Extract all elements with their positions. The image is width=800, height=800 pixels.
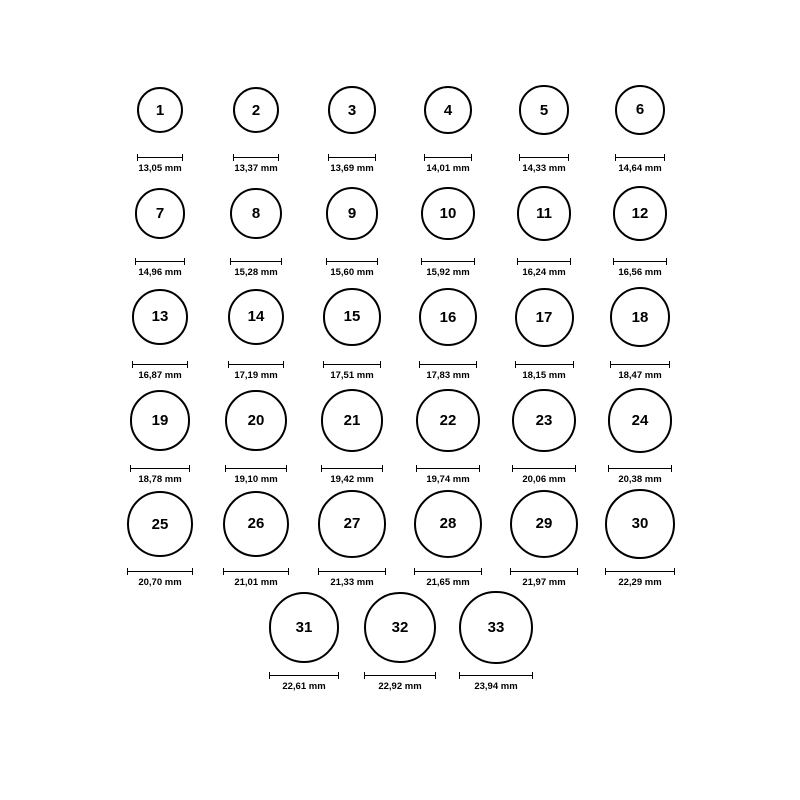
ring-size-item[interactable] bbox=[448, 588, 544, 692]
ring-circle-wrap bbox=[515, 277, 574, 357]
ring-size-number: 2 bbox=[251, 101, 261, 119]
ring-size-number: 1 bbox=[155, 101, 165, 119]
ring-circle bbox=[459, 591, 533, 665]
ring-size-item[interactable] bbox=[400, 277, 496, 381]
ring-circle bbox=[517, 186, 571, 240]
ring-circle bbox=[610, 287, 670, 347]
dimension-line bbox=[137, 157, 183, 158]
dimension-bar-icon bbox=[223, 568, 289, 575]
dimension-line bbox=[135, 261, 186, 262]
ring-dimension bbox=[127, 568, 193, 588]
ring-size-number: 7 bbox=[155, 204, 165, 222]
ring-dimension bbox=[424, 154, 472, 174]
dimension-line bbox=[127, 571, 193, 572]
dimension-bar-icon bbox=[326, 258, 379, 265]
dimension-bar-icon bbox=[127, 568, 193, 575]
ring-circle-wrap bbox=[610, 277, 670, 357]
ring-circle bbox=[615, 85, 665, 135]
ring-size-item[interactable] bbox=[208, 484, 304, 588]
ring-circle-wrap bbox=[269, 588, 339, 668]
ring-circle bbox=[132, 289, 188, 345]
dimension-line bbox=[318, 571, 385, 572]
dimension-bar-icon bbox=[608, 465, 673, 472]
ring-size-number: 24 bbox=[631, 412, 649, 429]
dimension-line bbox=[223, 571, 289, 572]
ring-circle bbox=[127, 491, 193, 557]
dimension-bar-icon bbox=[424, 154, 472, 161]
dimension-line bbox=[228, 364, 285, 365]
dimension-line bbox=[517, 261, 571, 262]
ring-size-number: 20 bbox=[247, 411, 265, 429]
ring-dimension bbox=[421, 258, 474, 278]
ring-circle bbox=[323, 288, 380, 345]
ring-circle bbox=[414, 490, 482, 558]
ring-size-number: 11 bbox=[536, 205, 552, 222]
dimension-bar-icon bbox=[419, 361, 477, 368]
ring-size-grid bbox=[90, 70, 710, 691]
ring-circle-wrap bbox=[135, 174, 186, 254]
ring-size-item[interactable] bbox=[352, 588, 448, 692]
dimension-bar-icon bbox=[615, 154, 665, 161]
ring-circle bbox=[424, 86, 472, 134]
dimension-line bbox=[459, 675, 533, 676]
dimension-bar-icon bbox=[269, 672, 339, 679]
ring-circle-wrap bbox=[517, 174, 571, 254]
ring-dimension bbox=[605, 568, 675, 588]
ring-size-item[interactable] bbox=[592, 277, 688, 381]
ring-size-number: 15 bbox=[343, 308, 361, 326]
ring-diameter-label: 16,24 mm bbox=[522, 266, 566, 278]
ring-diameter-label: 21,01 mm bbox=[234, 577, 278, 588]
ring-size-number: 10 bbox=[439, 205, 457, 222]
ring-dimension bbox=[510, 568, 579, 588]
dimension-bar-icon bbox=[416, 465, 479, 472]
ring-circle-wrap bbox=[414, 484, 482, 564]
dimension-line bbox=[615, 157, 665, 158]
ring-size-number: 22 bbox=[439, 411, 457, 429]
ring-circle-wrap bbox=[228, 277, 285, 357]
dimension-bar-icon bbox=[233, 154, 280, 161]
dimension-line bbox=[510, 571, 579, 572]
dimension-bar-icon bbox=[414, 568, 482, 575]
ring-circle bbox=[515, 288, 574, 347]
dimension-line bbox=[323, 364, 380, 365]
ring-dimension bbox=[223, 568, 289, 588]
ring-size-item[interactable] bbox=[112, 174, 208, 278]
ring-size-row bbox=[112, 381, 688, 485]
ring-size-item[interactable] bbox=[400, 484, 496, 588]
ring-dimension bbox=[512, 465, 576, 485]
ring-dimension bbox=[130, 465, 191, 485]
dimension-line bbox=[269, 675, 339, 676]
ring-dimension bbox=[364, 672, 435, 692]
ring-size-number: 30 bbox=[631, 515, 649, 533]
ring-size-item[interactable] bbox=[304, 484, 400, 588]
dimension-line bbox=[613, 261, 668, 262]
ring-circle bbox=[328, 86, 376, 134]
dimension-line bbox=[605, 571, 675, 572]
dimension-line bbox=[419, 364, 477, 365]
dimension-bar-icon bbox=[512, 465, 576, 472]
ring-diameter-label: 13,69 mm bbox=[330, 163, 374, 174]
dimension-bar-icon bbox=[421, 258, 474, 265]
ring-diameter-label: 16,87 mm bbox=[138, 370, 182, 381]
ring-size-item[interactable] bbox=[304, 277, 400, 381]
ring-circle-wrap bbox=[127, 484, 193, 564]
ring-diameter-label: 21,97 mm bbox=[522, 577, 566, 588]
dimension-line bbox=[130, 468, 191, 469]
ring-circle-wrap bbox=[421, 174, 474, 254]
ring-size-number: 19 bbox=[151, 411, 169, 429]
ring-size-row bbox=[256, 588, 544, 692]
ring-circle bbox=[230, 188, 282, 240]
ring-size-number: 17 bbox=[535, 308, 553, 326]
dimension-bar-icon bbox=[230, 258, 282, 265]
dimension-bar-icon bbox=[135, 258, 186, 265]
ring-circle bbox=[421, 187, 474, 240]
ring-size-number: 33 bbox=[487, 618, 505, 636]
ring-size-item[interactable] bbox=[112, 381, 208, 485]
ring-circle-wrap bbox=[364, 588, 435, 668]
ring-diameter-label: 22,29 mm bbox=[618, 577, 662, 588]
ring-size-number: 9 bbox=[347, 205, 357, 222]
dimension-line bbox=[416, 468, 479, 469]
ring-diameter-label: 14,64 mm bbox=[618, 163, 662, 174]
ring-dimension bbox=[326, 258, 379, 278]
dimension-line bbox=[132, 364, 188, 365]
ring-circle bbox=[318, 490, 385, 557]
dimension-bar-icon bbox=[323, 361, 380, 368]
dimension-bar-icon bbox=[459, 672, 533, 679]
ring-dimension bbox=[269, 672, 339, 692]
ring-size-number: 31 bbox=[295, 619, 313, 636]
ring-dimension bbox=[328, 154, 376, 174]
ring-dimension bbox=[321, 465, 383, 485]
ring-size-row bbox=[112, 484, 688, 588]
ring-circle-wrap bbox=[321, 381, 383, 461]
ring-size-item[interactable] bbox=[496, 174, 592, 278]
ring-diameter-label: 17,19 mm bbox=[234, 370, 278, 381]
ring-circle bbox=[519, 85, 568, 134]
ring-dimension bbox=[459, 672, 533, 692]
ring-size-item[interactable] bbox=[256, 588, 352, 692]
dimension-line bbox=[328, 157, 376, 158]
ring-size-number: 14 bbox=[247, 308, 265, 326]
ring-dimension bbox=[610, 361, 670, 381]
ring-diameter-label: 21,65 mm bbox=[426, 577, 470, 588]
ring-size-item[interactable] bbox=[112, 277, 208, 381]
ring-circle-wrap bbox=[225, 381, 286, 461]
ring-diameter-label: 14,96 mm bbox=[138, 266, 182, 278]
ring-dimension bbox=[135, 258, 186, 278]
ring-dimension bbox=[228, 361, 285, 381]
dimension-bar-icon bbox=[137, 154, 183, 161]
dimension-line bbox=[414, 571, 482, 572]
ring-size-item[interactable] bbox=[400, 70, 496, 174]
dimension-line bbox=[321, 468, 383, 469]
ring-size-item[interactable] bbox=[400, 381, 496, 485]
dimension-line bbox=[421, 261, 474, 262]
ring-circle bbox=[269, 592, 339, 662]
ring-diameter-label: 13,05 mm bbox=[138, 163, 182, 174]
ring-dimension bbox=[132, 361, 188, 381]
ring-size-number: 6 bbox=[635, 101, 645, 119]
ring-circle bbox=[321, 389, 383, 451]
dimension-line bbox=[610, 364, 670, 365]
ring-circle-wrap bbox=[416, 381, 479, 461]
dimension-line bbox=[230, 261, 282, 262]
ring-circle bbox=[510, 490, 579, 559]
ring-dimension bbox=[608, 465, 673, 485]
ring-diameter-label: 20,06 mm bbox=[522, 473, 566, 485]
ring-circle-wrap bbox=[608, 381, 673, 461]
ring-circle bbox=[130, 390, 191, 451]
ring-size-item[interactable] bbox=[304, 70, 400, 174]
ring-dimension bbox=[414, 568, 482, 588]
ring-circle bbox=[608, 388, 673, 453]
ring-diameter-label: 14,01 mm bbox=[426, 163, 470, 174]
ring-size-item[interactable] bbox=[592, 70, 688, 174]
ring-diameter-label: 21,33 mm bbox=[330, 577, 374, 588]
dimension-bar-icon bbox=[517, 258, 571, 265]
ring-size-item[interactable] bbox=[400, 174, 496, 278]
ring-size-item[interactable] bbox=[304, 174, 400, 278]
ring-diameter-label: 17,83 mm bbox=[426, 370, 470, 381]
ring-dimension bbox=[225, 465, 286, 485]
ring-diameter-label: 15,92 mm bbox=[426, 266, 470, 278]
dimension-line bbox=[515, 364, 574, 365]
dimension-bar-icon bbox=[610, 361, 670, 368]
dimension-bar-icon bbox=[510, 568, 579, 575]
ring-diameter-label: 17,51 mm bbox=[330, 370, 374, 381]
ring-circle-wrap bbox=[326, 174, 379, 254]
ring-diameter-label: 14,33 mm bbox=[522, 163, 566, 174]
ring-diameter-label: 23,94 mm bbox=[474, 680, 518, 692]
ring-size-number: 13 bbox=[151, 308, 169, 326]
ring-diameter-label: 15,28 mm bbox=[234, 266, 278, 278]
ring-circle bbox=[613, 186, 668, 241]
ring-circle-wrap bbox=[233, 70, 280, 150]
ring-size-number: 32 bbox=[391, 619, 409, 636]
ring-circle-wrap bbox=[137, 70, 183, 150]
ring-size-number: 4 bbox=[443, 101, 453, 119]
ring-size-number: 29 bbox=[535, 515, 553, 533]
ring-diameter-label: 20,70 mm bbox=[138, 577, 182, 588]
dimension-line bbox=[608, 468, 673, 469]
ring-size-number: 5 bbox=[539, 101, 549, 119]
dimension-bar-icon bbox=[515, 361, 574, 368]
dimension-bar-icon bbox=[228, 361, 285, 368]
ring-diameter-label: 16,56 mm bbox=[618, 266, 662, 278]
ring-diameter-label: 22,92 mm bbox=[378, 680, 422, 692]
ring-circle bbox=[137, 87, 183, 133]
ring-circle-wrap bbox=[613, 174, 668, 254]
ring-diameter-label: 18,78 mm bbox=[138, 473, 182, 485]
ring-size-item[interactable] bbox=[208, 70, 304, 174]
ring-circle-wrap bbox=[519, 70, 568, 150]
ring-diameter-label: 13,37 mm bbox=[234, 163, 278, 174]
ring-size-item[interactable] bbox=[592, 174, 688, 278]
ring-size-number: 12 bbox=[631, 205, 649, 222]
ring-circle bbox=[225, 390, 286, 451]
dimension-line bbox=[364, 675, 435, 676]
ring-circle-wrap bbox=[230, 174, 282, 254]
ring-circle-wrap bbox=[510, 484, 579, 564]
ring-size-number: 16 bbox=[439, 308, 457, 326]
ring-circle bbox=[416, 389, 479, 452]
ring-dimension bbox=[137, 154, 183, 174]
ring-circle-wrap bbox=[605, 484, 675, 564]
ring-size-item[interactable] bbox=[496, 70, 592, 174]
ring-size-row bbox=[112, 70, 688, 174]
ring-dimension bbox=[318, 568, 385, 588]
ring-diameter-label: 18,47 mm bbox=[618, 370, 662, 381]
dimension-bar-icon bbox=[605, 568, 675, 575]
ring-circle-wrap bbox=[318, 484, 385, 564]
ring-size-item[interactable] bbox=[496, 277, 592, 381]
ring-dimension bbox=[230, 258, 282, 278]
dimension-bar-icon bbox=[328, 154, 376, 161]
ring-dimension bbox=[515, 361, 574, 381]
dimension-line bbox=[519, 157, 568, 158]
ring-size-item[interactable] bbox=[208, 174, 304, 278]
ring-circle-wrap bbox=[615, 70, 665, 150]
ring-size-item[interactable] bbox=[112, 484, 208, 588]
ring-size-row bbox=[112, 277, 688, 381]
ring-circle-wrap bbox=[132, 277, 188, 357]
ring-circle bbox=[512, 389, 576, 453]
ring-size-number: 28 bbox=[439, 515, 457, 533]
dimension-bar-icon bbox=[132, 361, 188, 368]
dimension-line bbox=[225, 468, 286, 469]
ring-circle-wrap bbox=[328, 70, 376, 150]
ring-size-item[interactable] bbox=[208, 277, 304, 381]
ring-size-item[interactable] bbox=[496, 381, 592, 485]
ring-circle bbox=[228, 289, 285, 346]
dimension-bar-icon bbox=[318, 568, 385, 575]
ring-circle-wrap bbox=[424, 70, 472, 150]
ring-circle-wrap bbox=[512, 381, 576, 461]
ring-diameter-label: 19,10 mm bbox=[234, 473, 278, 485]
ring-dimension bbox=[323, 361, 380, 381]
ring-dimension bbox=[615, 154, 665, 174]
ring-size-number: 3 bbox=[347, 101, 357, 119]
ring-circle bbox=[364, 592, 435, 663]
dimension-line bbox=[424, 157, 472, 158]
ring-circle bbox=[233, 87, 280, 134]
ring-size-number: 27 bbox=[343, 515, 361, 533]
dimension-line bbox=[512, 468, 576, 469]
ring-circle-wrap bbox=[130, 381, 191, 461]
ring-circle bbox=[605, 489, 675, 559]
ring-size-item[interactable] bbox=[592, 381, 688, 485]
dimension-bar-icon bbox=[321, 465, 383, 472]
ring-size-item[interactable] bbox=[304, 381, 400, 485]
ring-size-item[interactable] bbox=[208, 381, 304, 485]
ring-circle bbox=[326, 187, 379, 240]
ring-size-number: 21 bbox=[343, 411, 361, 429]
ring-size-item[interactable] bbox=[592, 484, 688, 588]
ring-diameter-label: 18,15 mm bbox=[522, 370, 566, 381]
ring-diameter-label: 20,38 mm bbox=[618, 473, 662, 485]
ring-dimension bbox=[613, 258, 668, 278]
dimension-line bbox=[326, 261, 379, 262]
ring-dimension bbox=[416, 465, 479, 485]
ring-size-number: 26 bbox=[247, 515, 265, 533]
ring-size-item[interactable] bbox=[112, 70, 208, 174]
ring-size-number: 8 bbox=[251, 204, 261, 222]
dimension-bar-icon bbox=[364, 672, 435, 679]
dimension-line bbox=[233, 157, 280, 158]
ring-diameter-label: 19,74 mm bbox=[426, 473, 470, 485]
ring-circle-wrap bbox=[459, 588, 533, 668]
dimension-bar-icon bbox=[130, 465, 191, 472]
ring-size-item[interactable] bbox=[496, 484, 592, 588]
ring-circle bbox=[135, 188, 186, 239]
ring-size-row bbox=[112, 174, 688, 278]
ring-circle-wrap bbox=[223, 484, 289, 564]
dimension-bar-icon bbox=[613, 258, 668, 265]
ring-dimension bbox=[519, 154, 568, 174]
ring-circle-wrap bbox=[419, 277, 477, 357]
ring-size-number: 25 bbox=[151, 515, 169, 533]
ring-size-number: 18 bbox=[631, 308, 649, 326]
dimension-bar-icon bbox=[225, 465, 286, 472]
ring-circle bbox=[223, 491, 289, 557]
ring-diameter-label: 19,42 mm bbox=[330, 473, 374, 485]
ring-circle-wrap bbox=[323, 277, 380, 357]
ring-diameter-label: 22,61 mm bbox=[282, 680, 326, 692]
dimension-bar-icon bbox=[519, 154, 568, 161]
ring-dimension bbox=[517, 258, 571, 278]
ring-diameter-label: 15,60 mm bbox=[330, 266, 374, 278]
ring-dimension bbox=[419, 361, 477, 381]
ring-size-number: 23 bbox=[535, 412, 553, 429]
ring-dimension bbox=[233, 154, 280, 174]
ring-circle bbox=[419, 288, 477, 346]
